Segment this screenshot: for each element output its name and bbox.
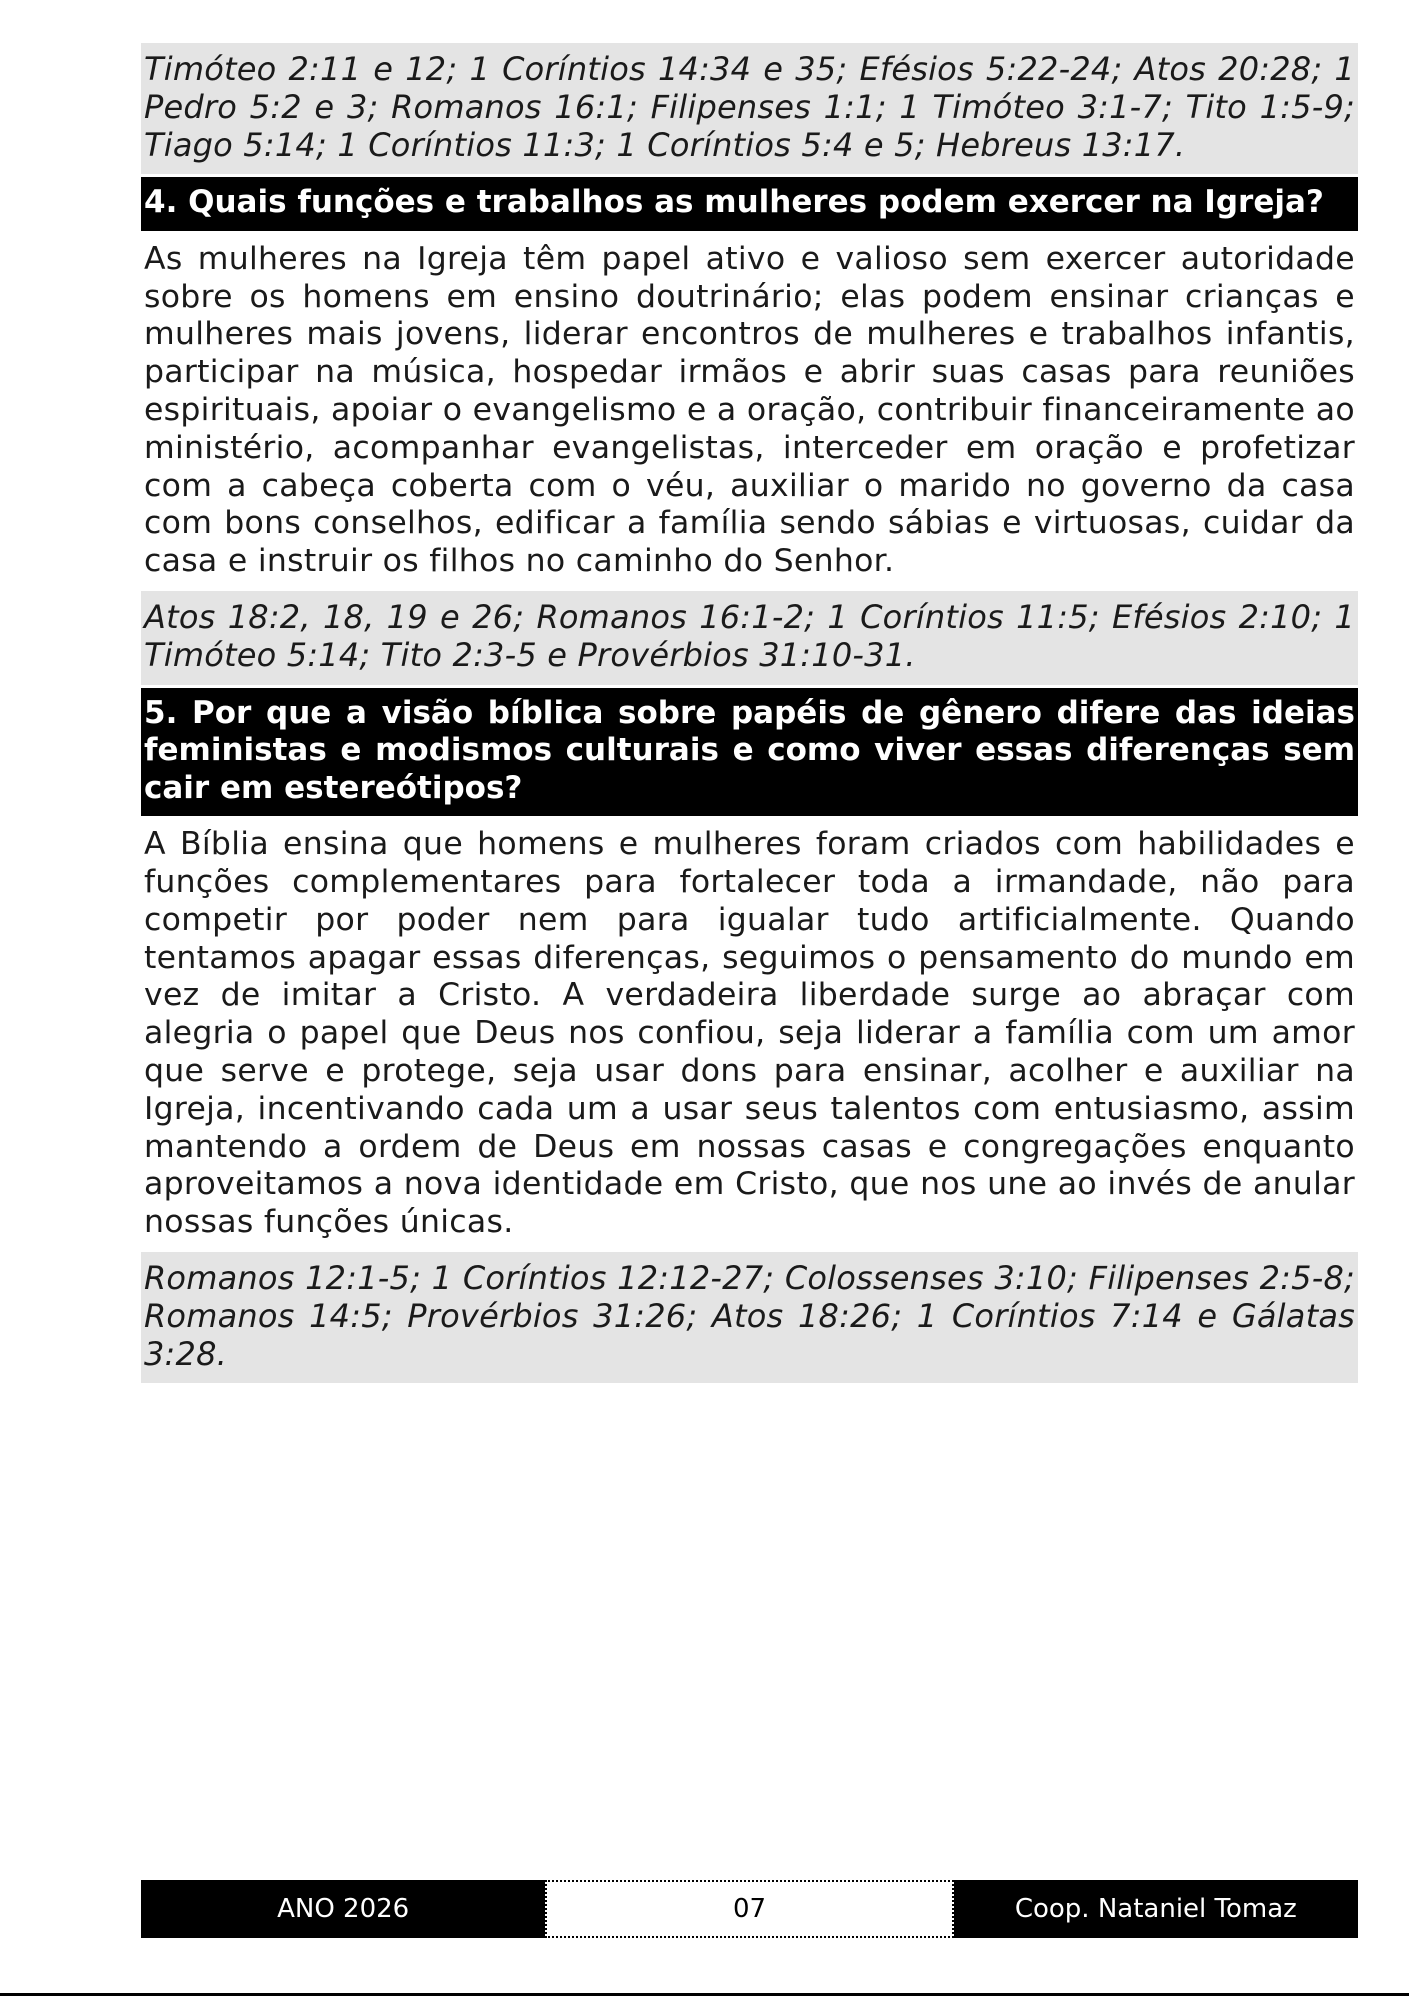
footer-year: ANO 2026 (141, 1880, 545, 1938)
footer-page-number: 07 (545, 1880, 953, 1938)
bible-references-q5: Romanos 12:1-5; 1 Coríntios 12:12-27; Colossenses 3:10; Filipenses 2:5-8; Romanos 14:5; Provérbios 31:26; Atos 18:26; 1 Coríntios 7:14 e Gálatas 3:28. (141, 1252, 1358, 1383)
bible-references-q4: Atos 18:2, 18, 19 e 26; Romanos 16:1-2; 1 Coríntios 11:5; Efésios 2:10; 1 Timóteo 5:14; Tito 2:3-5 e Provérbios 31:10-31. (141, 591, 1358, 685)
footer-author: Coop. Nataniel Tomaz (954, 1880, 1358, 1938)
bottom-divider (0, 1993, 1409, 1996)
page-footer (141, 1880, 1358, 1938)
answer-5-text: A Bíblia ensina que homens e mulheres foram criados com habilidades e funções complementares para fortalecer toda a irmandade, não para competir por poder nem para igualar tudo artificialmente. Quando tentamos apagar essas diferenças, seguimos o pensamento do mundo em vez de imitar a Cristo. A verdadeira liberdade surge ao abraçar com alegria o papel que Deus nos confiou, seja liderar a família com um amor que serve e protege, seja usar dons para ensinar, acolher e auxiliar na Igreja, incentivando cada um a usar seus talentos com entusiasmo, assim mantendo a ordem de Deus em nossas casas e congregações enquanto aproveitamos a nova identidade em Cristo, que nos une ao invés de anular nossas funções únicas. (144, 826, 1355, 1241)
question-4-heading: 4. Quais funções e trabalhos as mulheres podem exercer na Igreja? (141, 177, 1358, 231)
question-5-heading: 5. Por que a visão bíblica sobre papéis de gênero difere das ideias feministas e modismos culturais e como viver essas diferenças sem cair em estereótipos? (141, 688, 1358, 817)
answer-4-text: As mulheres na Igreja têm papel ativo e valioso sem exercer autoridade sobre os homens em ensino doutrinário; elas podem ensinar crianças e mulheres mais jovens, liderar encontros de mulheres e trabalhos infantis, participar na música, hospedar irmãos e abrir suas casas para reuniões espirituais, apoiar o evangelismo e a oração, contribuir financeiramente ao ministério, acompanhar evangelistas, interceder em oração e profetizar com a cabeça coberta com o véu, auxiliar o marido no governo da casa com bons conselhos, edificar a família sendo sábias e virtuosas, cuidar da casa e instruir os filhos no caminho do Senhor. (144, 240, 1355, 580)
page-content (141, 52, 1358, 1383)
bible-references-q3: Timóteo 2:11 e 12; 1 Coríntios 14:34 e 35; Efésios 5:22-24; Atos 20:28; 1 Pedro 5:2 e 3; Romanos 16:1; Filipenses 1:1; 1 Timóteo 3:1-7; Tito 1:5-9; Tiago 5:14; 1 Coríntios 11:3; 1 Coríntios 5:4 e 5; Hebreus 13:17. (141, 43, 1358, 174)
